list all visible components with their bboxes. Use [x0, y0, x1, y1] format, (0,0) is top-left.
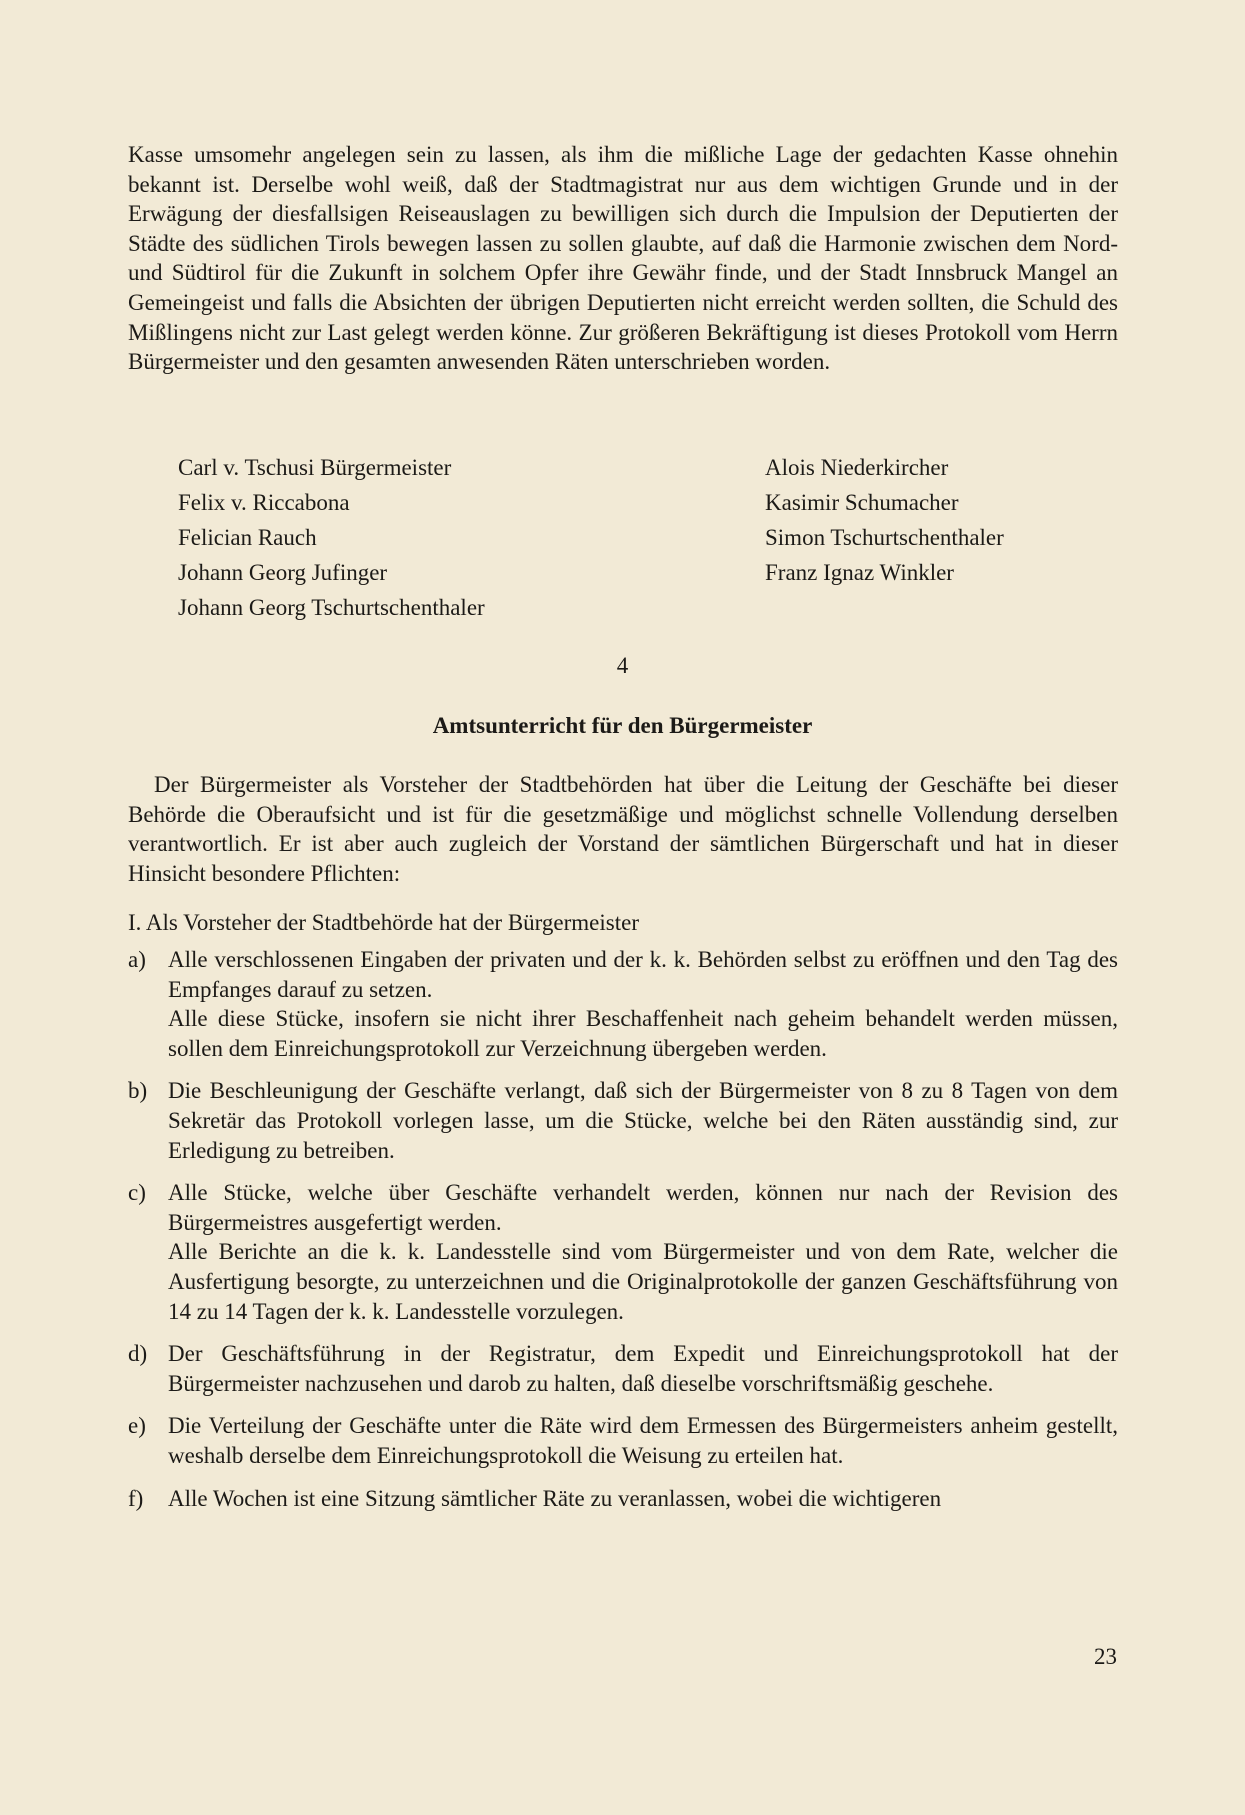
signature: Franz Ignaz Winkler: [765, 560, 954, 585]
item-text: Alle Stücke, welche über Geschäfte verhandelt werden, können nur nach der Revision des Bürgermeistres ausgefertigt werden.: [168, 1180, 1118, 1235]
item-text: Alle Wochen ist eine Sitzung sämtlicher Räte zu veranlassen, wobei die wichtigeren: [168, 1485, 942, 1511]
signatures-right: [765, 450, 1004, 590]
list-item: [128, 1484, 1118, 1514]
opening-paragraph: Kasse umsomehr angelegen sein zu lassen, als ihm die mißliche Lage der gedachten Kasse ohnehin bekannt ist. Derselbe wohl weiß, daß der Stadtmagistrat nur aus dem wichtigen Grunde und in der Erwägung der diesfallsigen Reiseauslagen zu bewilligen sich durch die Impulsion der Deputierten der Städte des südlichen Tirols bewegen lassen zu sollen glaubte, auf daß die Harmonie zwischen dem Nord- und Südtirol für die Zukunft in solchem Opfer ihre Gewähr finde, und der Stadt Innsbruck Mangel an Gemeingeist und falls die Absichten der übrigen Deputierten nicht erreicht werden sollten, die Schuld des Mißlingens nicht zur Last gelegt werden könne. Zur größeren Bekräftigung ist dieses Protokoll vom Herrn Bürgermeister und den gesamten anwesenden Räten unterschrieben worden.: [128, 142, 1118, 375]
list-item: [128, 945, 1118, 1063]
signature: Simon Tschurtschenthaler: [765, 525, 1004, 550]
signature: Johann Georg Tschurtschenthaler: [178, 595, 485, 620]
signatures-left: [178, 450, 485, 625]
section-title: Amtsunterricht für den Bürgermeister: [432, 713, 813, 738]
item-text: Die Verteilung der Geschäfte unter die Räte wird dem Ermessen des Bürgermeisters anheim gestellt, weshalb derselbe dem Einreichungsprotokoll die Weisung zu erteilen hat.: [168, 1413, 1118, 1468]
signature: Kasimir Schumacher: [765, 490, 959, 515]
signature: Carl v. Tschusi Bürgermeister: [178, 455, 452, 480]
item-label: f): [128, 1485, 144, 1511]
section-intro: I. Als Vorsteher der Stadtbehörde hat der Bürgermeister: [128, 910, 639, 935]
item-label: c): [128, 1180, 146, 1206]
duties-list: [128, 945, 1118, 1526]
item-text: Der Geschäftsführung in der Registratur, dem Expedit und Einreichungsprotokoll hat der Bürgermeister nachzusehen und darob zu halten, daß dieselbe vorschriftsmäßig geschehe.: [168, 1341, 1118, 1396]
item-text: Die Beschleunigung der Geschäfte verlangt, daß sich der Bürgermeister von 8 zu 8 Tagen von dem Sekretär das Protokoll vorlegen lasse, um die Stücke, welche bei den Räten ausständig sind, zur Erledigung zu betreiben.: [168, 1078, 1118, 1163]
signature: Felician Rauch: [178, 525, 317, 550]
item-label: d): [128, 1341, 148, 1367]
intro-paragraph: Der Bürgermeister als Vorsteher der Stadtbehörden hat über die Leitung der Geschäfte bei dieser Behörde die Oberaufsicht und ist für die gesetzmäßige und möglichst schnelle Vollendung derselben verantwortlich. Er ist aber auch zugleich der Vorstand der sämtlichen Bürgerschaft und hat in dieser Hinsicht besondere Pflichten:: [128, 772, 1118, 886]
list-item: [128, 1411, 1118, 1470]
page-number: 23: [1094, 1644, 1117, 1669]
list-item: [128, 1076, 1118, 1165]
item-label: a): [128, 947, 146, 972]
signature: Johann Georg Jufinger: [178, 560, 388, 585]
signature: Alois Niederkircher: [765, 455, 949, 480]
item-label: e): [128, 1413, 146, 1439]
item-label: b): [128, 1078, 148, 1104]
list-item: [128, 1339, 1118, 1398]
item-text: Alle verschlossenen Eingaben der privaten und der k. k. Behörden selbst zu eröffnen und den Tag des Empfanges darauf zu setzen.: [168, 947, 1118, 1002]
item-text-continued: Alle diese Stücke, insofern sie nicht ihrer Beschaffenheit nach geheim behandelt werden müssen, sollen dem Einreichungsprotokoll zur Verzeichnung übergeben werden.: [168, 1006, 1118, 1061]
item-text-continued: Alle Berichte an die k. k. Landesstelle sind vom Bürgermeister und von dem Rate, welcher die Ausfertigung besorgte, zu unterzeichnen und die Originalprotokolle der ganzen Geschäftsführung von 14 zu 14 Tagen der k. k. Landesstelle vorzulegen.: [168, 1239, 1118, 1324]
signature: Felix v. Riccabona: [178, 490, 350, 515]
list-item: [128, 1178, 1118, 1326]
section-number: 4: [616, 653, 629, 678]
